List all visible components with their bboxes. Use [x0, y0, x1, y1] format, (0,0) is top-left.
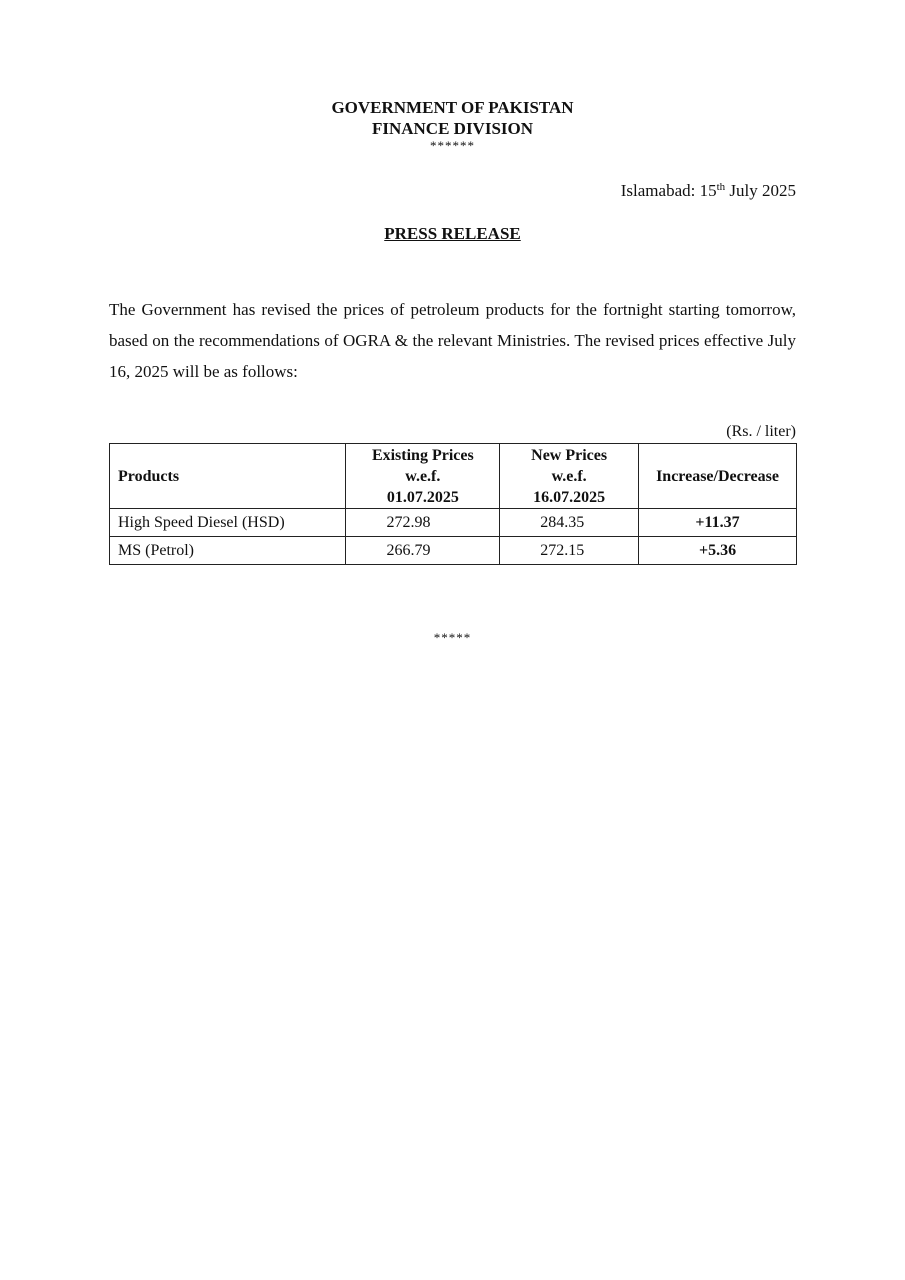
header-new-prices [500, 444, 639, 509]
header-new-line2: w.e.f. [551, 467, 587, 485]
header-increase-decrease: Increase/Decrease [639, 444, 797, 509]
table-row [110, 509, 797, 537]
price-change: +5.36 [639, 537, 797, 565]
footer-stars: ***** [433, 630, 472, 645]
product-name: High Speed Diesel (HSD) [110, 509, 346, 537]
header-stars: ****** [430, 138, 475, 153]
new-price: 272.15 [500, 537, 639, 565]
header-existing-line2: w.e.f. [405, 467, 441, 485]
header-existing-line3: 01.07.2025 [386, 488, 459, 506]
price-table [109, 443, 797, 565]
existing-price: 272.98 [346, 509, 500, 537]
date-rest: July 2025 [725, 181, 796, 200]
header-products: Products [110, 444, 346, 509]
date-suffix: th [716, 181, 726, 193]
header-existing-line1: Existing Prices [371, 446, 474, 464]
header-new-line3: 16.07.2025 [533, 488, 606, 506]
table-header-row [110, 444, 797, 509]
existing-price: 266.79 [346, 537, 500, 565]
new-price: 284.35 [500, 509, 639, 537]
unit-label: (Rs. / liter) [726, 423, 796, 440]
product-name: MS (Petrol) [110, 537, 346, 565]
date-prefix: Islamabad: 15 [620, 181, 717, 200]
header-existing-prices [346, 444, 500, 509]
division-title: FINANCE DIVISION [371, 119, 534, 138]
price-change: +11.37 [639, 509, 797, 537]
release-date [621, 181, 796, 201]
header-new-line1: New Prices [531, 446, 608, 464]
body-paragraph: The Government has revised the prices of petroleum products for the fortnight starting tomorrow, based on the recommendations of OGRA & the relevant Ministries. The revised prices effective July 16, 2025 will be as follows: [109, 300, 796, 381]
government-title: GOVERNMENT OF PAKISTAN [331, 98, 574, 117]
press-release-title: PRESS RELEASE [384, 224, 521, 243]
document-header [0, 97, 905, 153]
table-row [110, 537, 797, 565]
